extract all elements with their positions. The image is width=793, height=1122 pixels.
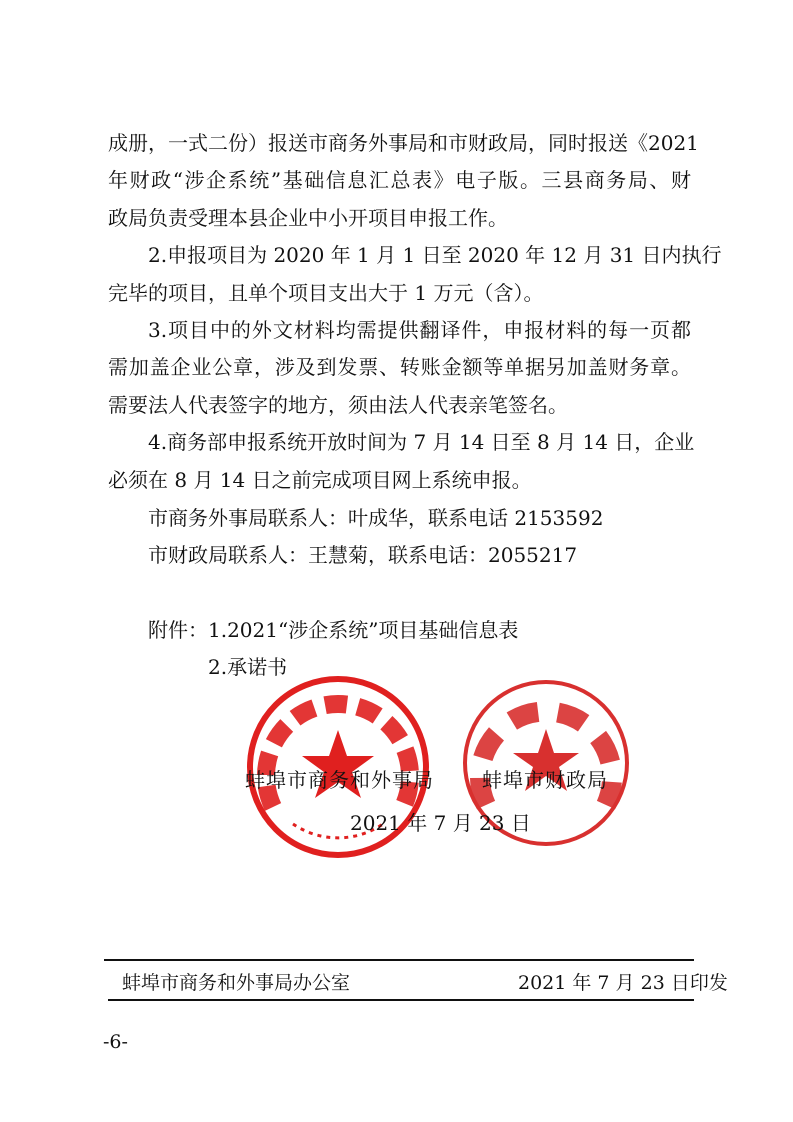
- contact-line: 市财政局联系人：王慧菊，联系电话：2055217: [148, 543, 578, 567]
- body-line: 政局负责受理本县企业中小开项目申报工作。: [108, 206, 508, 230]
- footer-bottom-rule: [108, 999, 694, 1001]
- body-line: 完毕的项目，且单个项目支出大于 1 万元（含）。: [108, 281, 544, 305]
- signature-org-commerce: 蚌埠市商务和外事局: [245, 768, 434, 792]
- attachment-1: 附件：1.2021“涉企系统”项目基础信息表: [148, 618, 519, 642]
- contact-line: 市商务外事局联系人：叶成华，联系电话 2153592: [148, 506, 604, 530]
- page-number: -6-: [103, 1031, 128, 1053]
- body-line: 3.项目中的外文材料均需提供翻译件，申报材料的每一页都: [148, 318, 691, 342]
- footer-issue-date: 2021 年 7 月 23 日印发: [518, 972, 728, 994]
- footer-top-rule: [104, 959, 694, 961]
- body-line: 2.申报项目为 2020 年 1 月 1 日至 2020 年 12 月 31 日内执行: [148, 243, 722, 267]
- body-line: 必须在 8 月 14 日之前完成项目网上系统申报。: [108, 468, 532, 492]
- body-line: 年财政“涉企系统”基础信息汇总表》电子版。三县商务局、财: [108, 168, 691, 192]
- body-line: 成册，一式二份）报送市商务外事局和市财政局，同时报送《2021: [108, 131, 699, 155]
- signature-org-finance: 蚌埠市财政局: [482, 768, 608, 792]
- attachment-2: 2.承诺书: [208, 655, 288, 679]
- body-line: 需加盖企业公章，涉及到发票、转账金额等单据另加盖财务章。: [108, 355, 691, 379]
- footer-issuer: 蚌埠市商务和外事局办公室: [122, 972, 351, 994]
- signature-date: 2021 年 7 月 23 日: [350, 811, 531, 835]
- body-line: 4.商务部申报系统开放时间为 7 月 14 日至 8 月 14 日，企业: [148, 430, 695, 454]
- body-line: 需要法人代表签字的地方，须由法人代表亲笔签名。: [108, 393, 568, 417]
